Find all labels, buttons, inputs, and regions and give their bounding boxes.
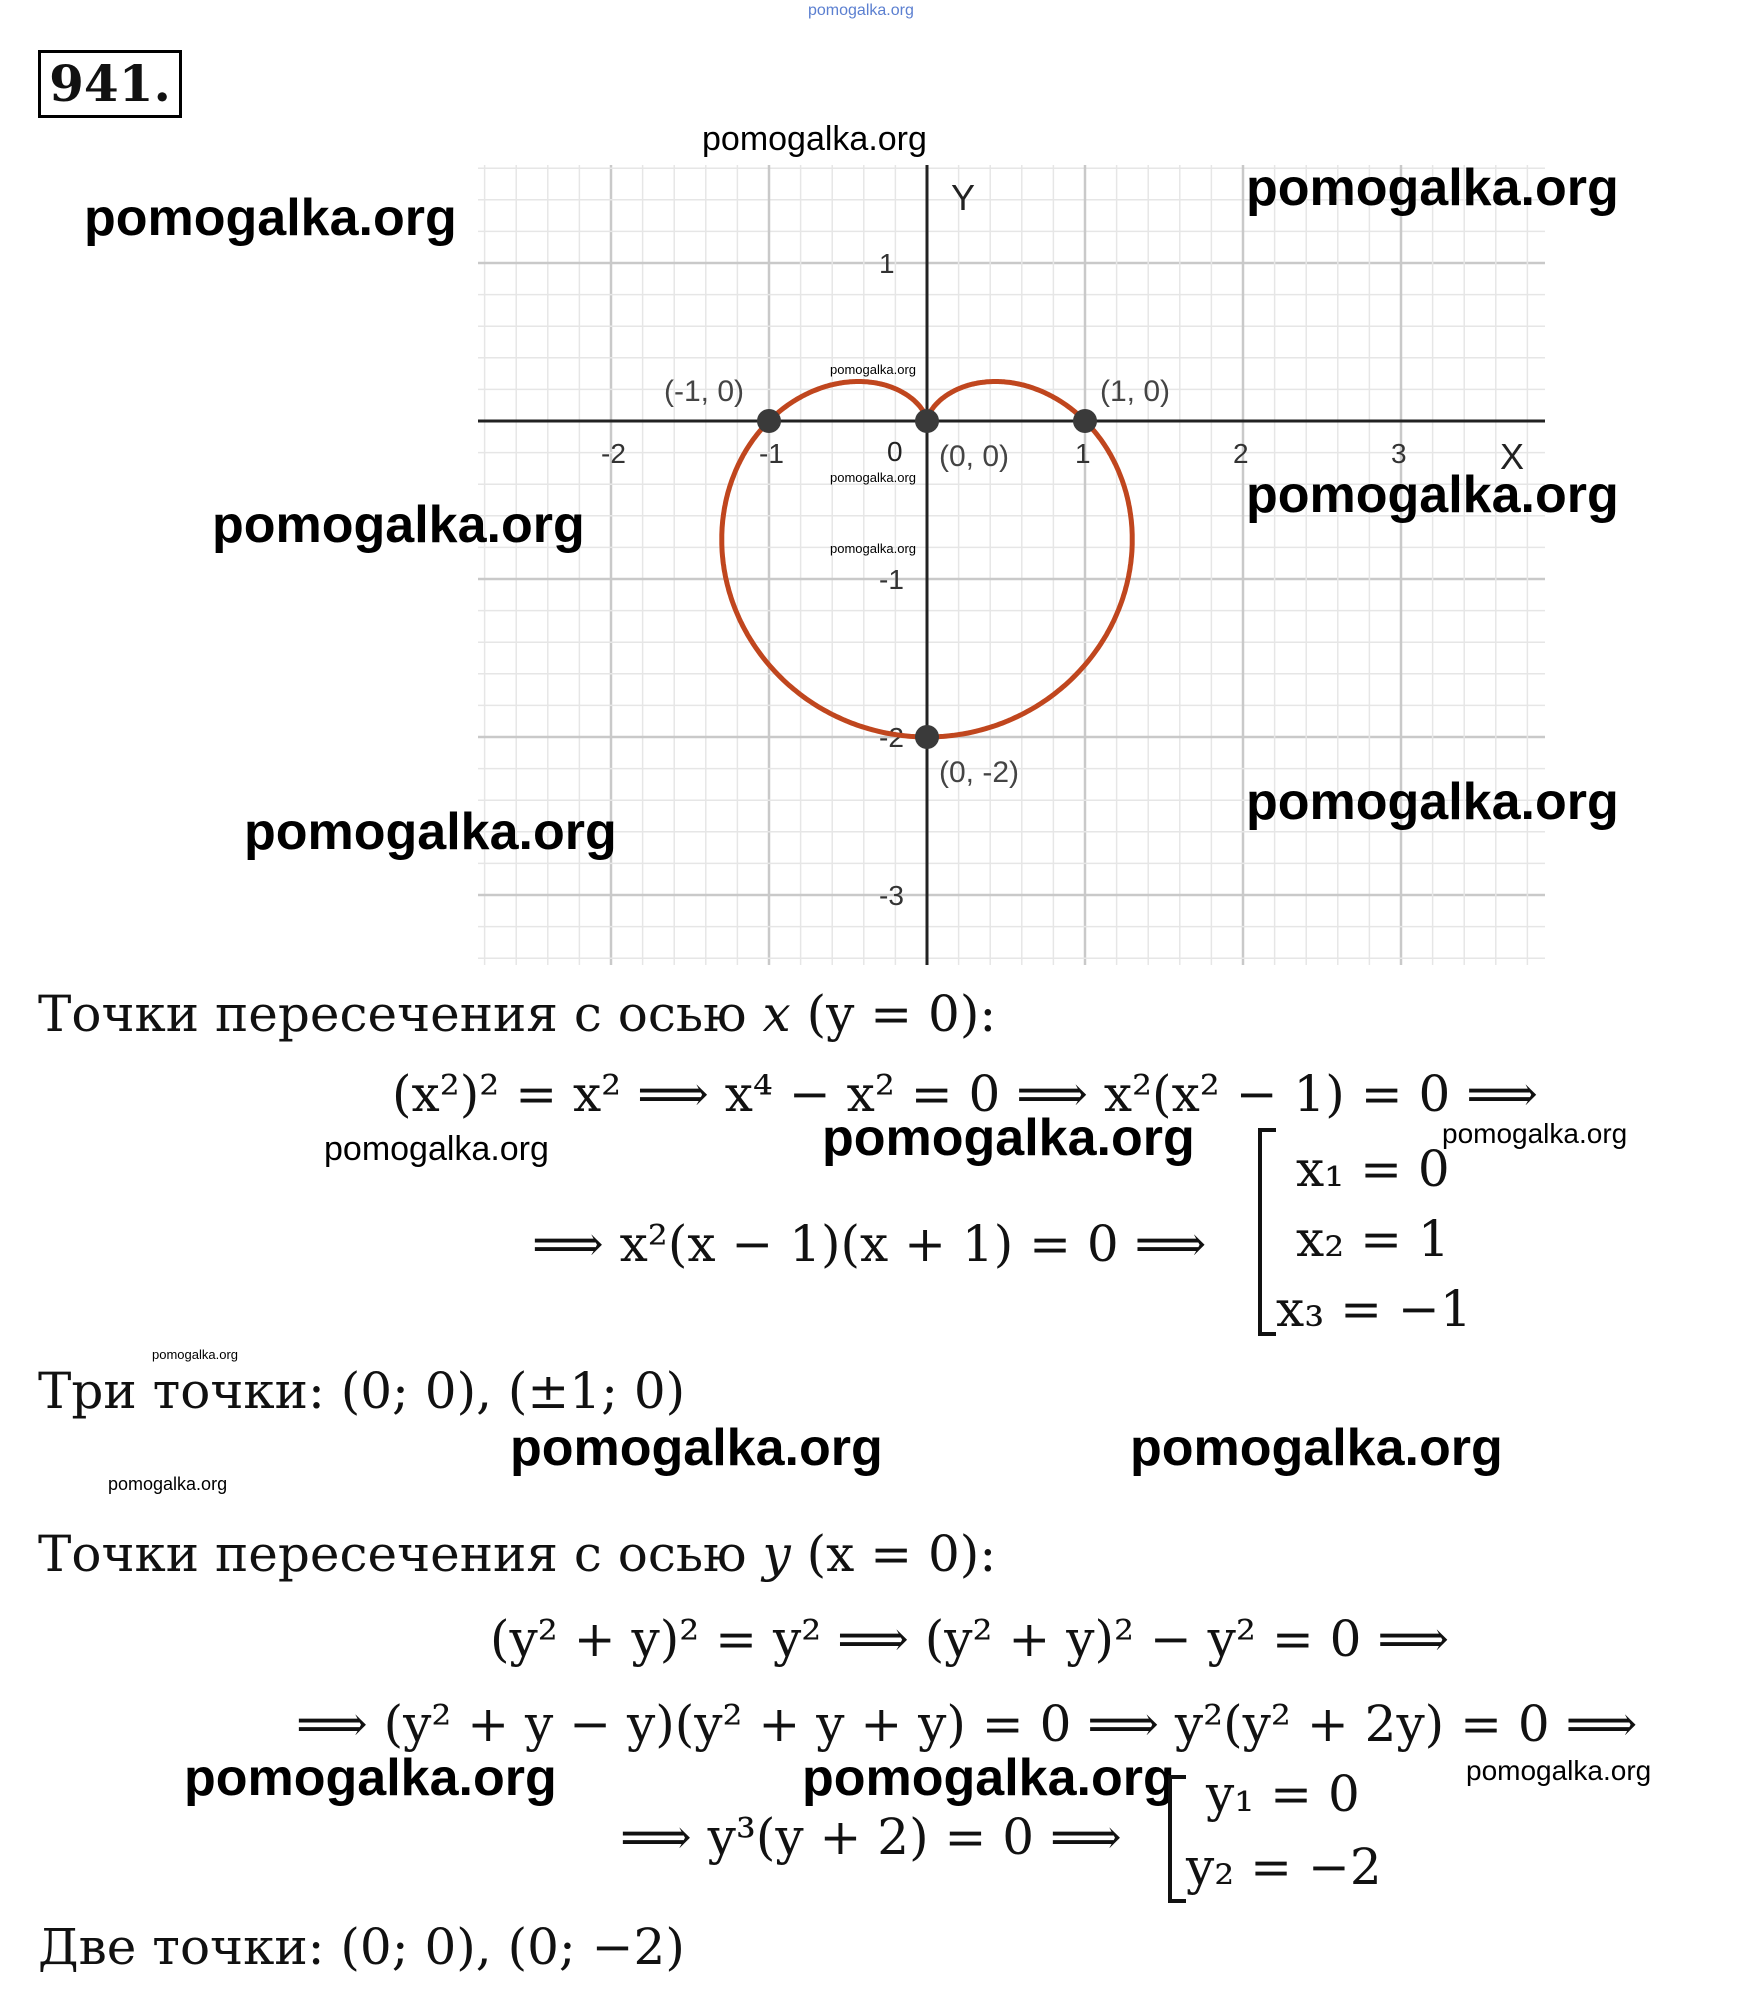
section-y-result: Две точки: (0; 0), (0; −2): [38, 1918, 685, 1976]
section-x-line2: ⟹ x²(x − 1)(x + 1) = 0 ⟹: [532, 1215, 1207, 1273]
x-tick-label: 1: [1075, 438, 1091, 469]
watermark: pomogalka.org: [702, 120, 927, 158]
x-axis-label: X: [1500, 436, 1525, 477]
watermark: pomogalka.org: [84, 189, 457, 247]
root-x3: x₃ = −1: [1276, 1280, 1472, 1338]
point-marker: [1073, 409, 1097, 433]
watermark: pomogalka.org: [244, 803, 617, 861]
root-x1: x₁ = 0: [1296, 1140, 1450, 1198]
x-tick-label: 2: [1233, 438, 1249, 469]
watermark: pomogalka.org: [830, 362, 916, 377]
point-label: (-1, 0): [664, 375, 745, 408]
section-y-heading-prefix: Точки пересечения с осью: [38, 1525, 763, 1583]
section-x-heading-cond: (y = 0):: [790, 985, 997, 1043]
section-y-line1: (y² + y)² = y² ⟹ (y² + y)² − y² = 0 ⟹: [490, 1610, 1450, 1668]
watermark: pomogalka.org: [1466, 1755, 1652, 1786]
watermark: pomogalka.org: [1246, 773, 1619, 831]
watermark: pomogalka.org: [1246, 159, 1619, 217]
watermark: pomogalka.org: [802, 1749, 1175, 1807]
point-marker: [915, 725, 939, 749]
watermark: pomogalka.org: [212, 496, 585, 554]
y-axis-label: Y: [951, 177, 976, 218]
watermark: pomogalka.org: [1246, 466, 1619, 524]
grid: [478, 165, 1545, 965]
problem-number: 941.: [38, 50, 182, 118]
watermark: pomogalka.org: [510, 1419, 883, 1477]
y-tick-label: -1: [879, 564, 904, 595]
x-tick-label: 3: [1391, 438, 1407, 469]
watermark: pomogalka.org: [830, 470, 916, 485]
watermark-top: pomogalka.org: [808, 2, 914, 19]
axes: [478, 165, 1545, 965]
point-marker: [915, 409, 939, 433]
section-x-result: Три точки: (0; 0), (±1; 0): [38, 1362, 686, 1420]
point-label: (1, 0): [1100, 375, 1171, 408]
y-tick-label: 1: [879, 248, 895, 279]
point-marker: [757, 409, 781, 433]
y-tick-label: -2: [879, 722, 904, 753]
section-y-heading-cond: (x = 0):: [790, 1525, 997, 1583]
origin-label: 0: [887, 436, 903, 467]
watermark: pomogalka.org: [184, 1749, 557, 1807]
point-label: (0, 0): [939, 440, 1010, 473]
y-tick-label: -3: [879, 880, 904, 911]
watermark: pomogalka.org: [152, 1347, 238, 1362]
root-x2: x₂ = 1: [1296, 1210, 1450, 1268]
system-bracket-x: [1258, 1128, 1276, 1336]
section-x-heading: [38, 985, 996, 1043]
x-tick-label: -2: [601, 438, 626, 469]
watermark: pomogalka.org: [108, 1474, 228, 1494]
section-y-line2: ⟹ (y² + y − y)(y² + y + y) = 0 ⟹ y²(y² + 2y) = 0 ⟹: [296, 1695, 1638, 1753]
section-x-heading-var: x: [762, 985, 791, 1043]
root-y2: y₂ = −2: [1186, 1838, 1382, 1896]
watermark: pomogalka.org: [1442, 1118, 1628, 1149]
system-bracket-y: [1168, 1775, 1186, 1903]
x-tick-label: -1: [759, 438, 784, 469]
section-y-line3: ⟹ y³(y + 2) = 0 ⟹: [620, 1808, 1122, 1866]
watermark: pomogalka.org: [1130, 1419, 1503, 1477]
section-x-heading-prefix: Точки пересечения с осью: [38, 985, 763, 1043]
section-y-heading-var: y: [762, 1525, 791, 1583]
watermark: pomogalka.org: [830, 541, 916, 556]
points: [664, 375, 1170, 789]
watermark: pomogalka.org: [822, 1109, 1195, 1167]
point-label: (0, -2): [939, 756, 1020, 789]
section-y-heading: [38, 1525, 996, 1583]
root-y1: y₁ = 0: [1206, 1765, 1360, 1823]
section-x-line1: (x²)² = x² ⟹ x⁴ − x² = 0 ⟹ x²(x² − 1) = 0 ⟹: [392, 1065, 1538, 1123]
watermark: pomogalka.org: [324, 1130, 549, 1168]
